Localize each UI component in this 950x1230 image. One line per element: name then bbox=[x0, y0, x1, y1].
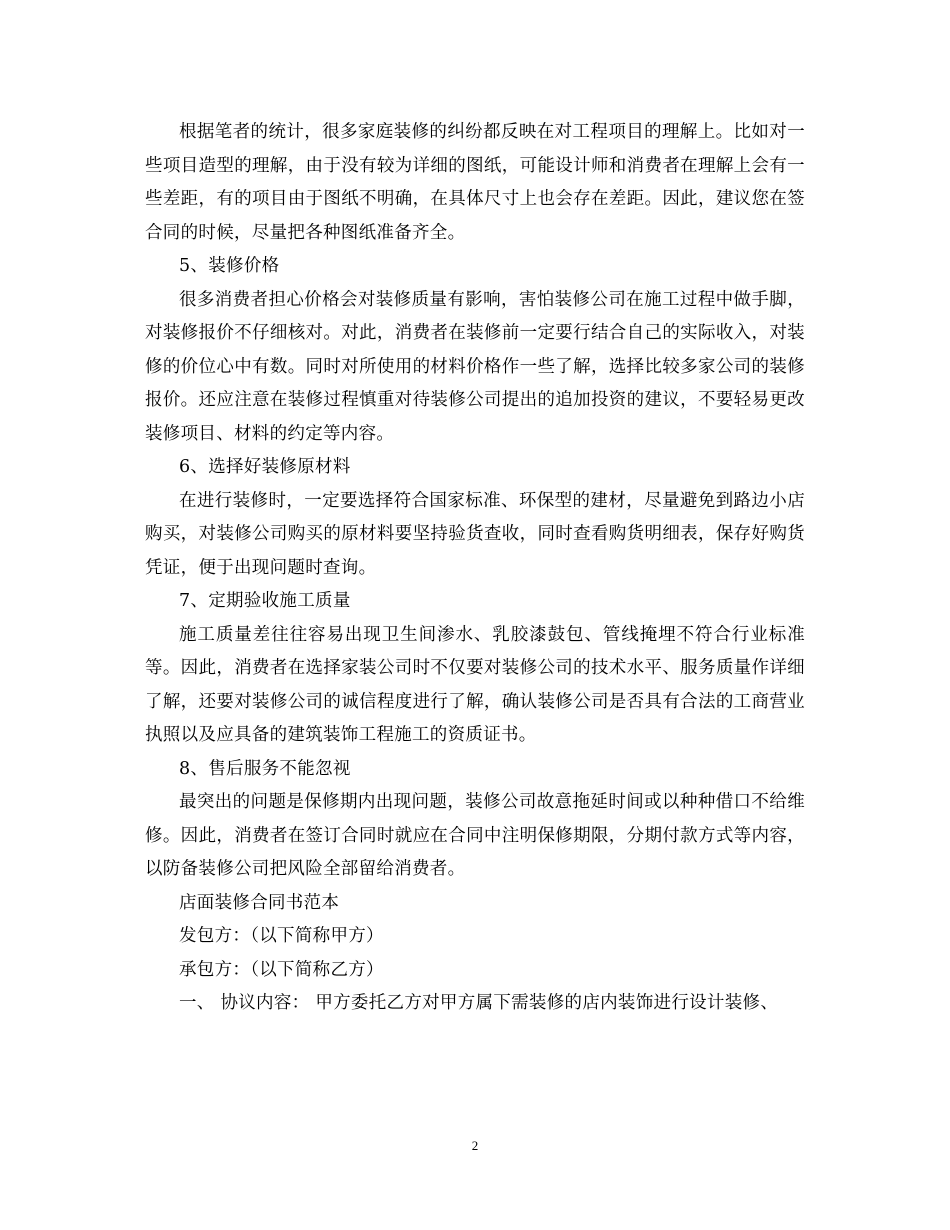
paragraph-quality: 施工质量差往往容易出现卫生间渗水、乳胶漆鼓包、管线掩埋不符合行业标准等。因此，消费者在选择家装公司时不仅要对装修公司的技术水平、服务质量作详细了解，还要对装修公司的诚信程度进行了解，确认装修公司是否具有合法的工商营业执照以及应具备的建筑装饰工程施工的资质证书。 bbox=[145, 624, 805, 745]
page-number: 2 bbox=[471, 1138, 479, 1153]
paragraph-materials: 在进行装修时，一定要选择符合国家标准、环保型的建材，尽量避免到路边小店购买，对装修公司购买的原材料要坚持验货查收，同时查看购货明细表，保存好购货凭证，便于出现问题时查询。 bbox=[145, 490, 805, 578]
section-heading-price: 5、装修价格 bbox=[179, 256, 280, 276]
contract-clause-1: 一、 协议内容： 甲方委托乙方对甲方属下需装修的店内装饰进行设计装修、 bbox=[179, 993, 779, 1013]
paragraph-drawings: 根据笔者的统计，很多家庭装修的纠纷都反映在对工程项目的理解上。比如对一些项目造型的理解，由于没有较为详细的图纸，可能设计师和消费者在理解上会有一些差距，有的项目由于图纸不明确，在具体尺寸上也会存在差距。因此，建议您在签合同的时候，尽量把各种图纸准备齐全。 bbox=[145, 122, 805, 243]
contract-party-a: 发包方：（以下简称甲方） bbox=[179, 926, 384, 946]
section-heading-quality: 7、定期验收施工质量 bbox=[179, 591, 351, 611]
paragraph-after-sales: 最突出的问题是保修期内出现问题，装修公司故意拖延时间或以种种借口不给维修。因此，消费者在签订合同时就应在合同中注明保修期限，分期付款方式等内容，以防备装修公司把风险全部留给消费者。 bbox=[145, 792, 805, 879]
paragraph-price: 很多消费者担心价格会对装修质量有影响，害怕装修公司在施工过程中做手脚，对装修报价不仔细核对。对此，消费者在装修前一定要行结合自己的实际收入，对装修的价位心中有数。同时对所使用的材料价格作一些了解，选择比较多家公司的装修报价。还应注意在装修过程慎重对待装修公司提出的追加投资的建议，不要轻易更改装修项目、材料的约定等内容。 bbox=[145, 289, 805, 444]
section-heading-after-sales: 8、售后服务不能忽视 bbox=[179, 758, 351, 779]
section-heading-materials: 6、选择好装修原材料 bbox=[179, 457, 351, 477]
contract-title: 店面装修合同书范本 bbox=[179, 892, 340, 913]
document-body bbox=[145, 116, 805, 1021]
contract-party-b: 承包方：（以下简称乙方） bbox=[179, 959, 384, 980]
